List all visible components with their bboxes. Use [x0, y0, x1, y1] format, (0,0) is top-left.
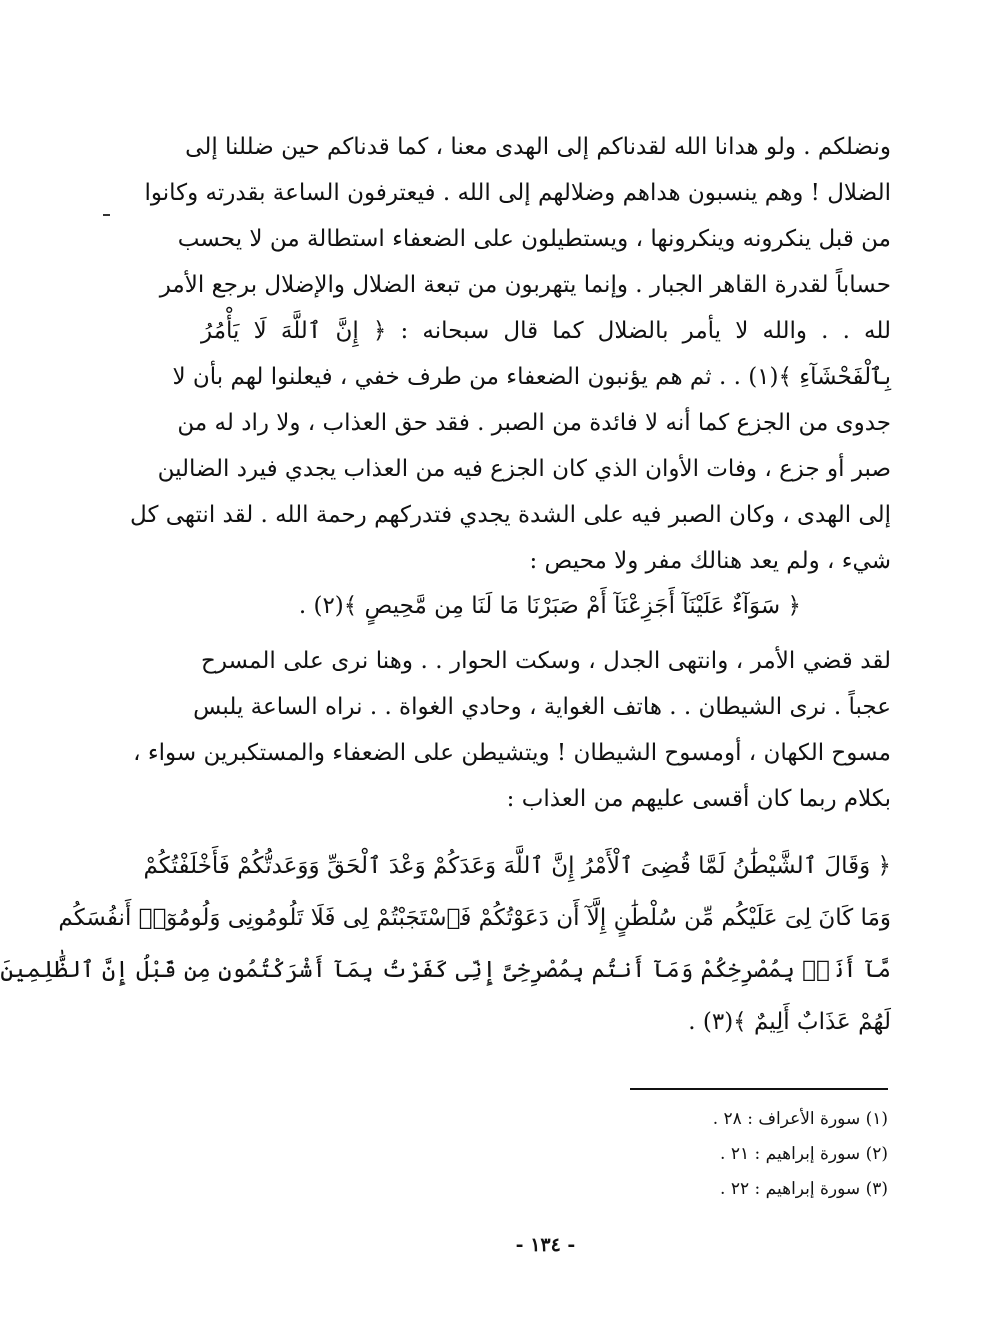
- text-line: جدوى من الجزع كما أنه لا فائدة من الصبر . فقد حق العذاب ، ولا راد له من: [177, 410, 891, 436]
- footnote-divider: [630, 1088, 888, 1090]
- footnote-2: (٢) سورة إبراهيم : ٢١ .: [720, 1144, 888, 1164]
- text-line: لقد قضي الأمر ، وانتهى الجدل ، وسكت الحوار . . وهنا نرى على المسرح: [201, 648, 891, 674]
- footnote-3: (٣) سورة إبراهيم : ٢٢ .: [720, 1179, 888, 1199]
- text-line: مسوح الكهان ، أومسوح الشيطان ! ويتشيطن على الضعفاء والمستكبرين سواء ،: [133, 740, 891, 766]
- verse-line: ﴿ وَقَالَ ٱلشَّيْطَٰنُ لَمَّا قُضِىَ ٱلْأَمْرُ إِنَّ ٱللَّهَ وَعَدَكُمْ وَعْدَ ٱلْحَقِّ وَوَعَدتُّكُمْ فَأَخْلَفْتُكُمْ: [143, 853, 891, 879]
- paragraph-1: [130, 124, 891, 584]
- main-text: [0, 124, 891, 1048]
- quran-verse-1: ﴿ سَوَآءٌ عَلَيْنَآ أَجَزِعْنَآ أَمْ صَبَرْنَا مَا لَنَا مِن مَّحِيصٍ ﴾(٢) .: [298, 593, 801, 619]
- text-line: ونضلكم . ولو هدانا الله لقدناكم إلى الهدى معنا ، كما قدناكم حين ضللنا إلى: [185, 134, 891, 160]
- text-line: لله . . والله لا يأمر بالضلال كما قال سبحانه : ﴿ إِنَّ ٱللَّهَ لَا يَأْمُرُ: [201, 318, 891, 344]
- scan-edge-mark: [103, 214, 110, 216]
- text-line: شيء ، ولم يعد هنالك مفر ولا محيص :: [529, 548, 891, 574]
- text-line: الضلال ! وهم ينسبون هداهم وضلالهم إلى الله . فيعترفون الساعة بقدرته وكانوا: [144, 180, 891, 206]
- text-line: عجباً . نرى الشيطان . . هاتف الغواية ، وحادي الغواة . . نراه الساعة يلبس: [193, 694, 891, 720]
- text-line: من قبل ينكرونه وينكرونها ، ويستطيلون على الضعفاء استطالة من لا يحسب: [177, 226, 891, 252]
- text-line: إلى الهدى ، وكان الصبر فيه على الشدة يجدي فتدركهم رحمة الله . لقد انتهى كل: [130, 502, 891, 528]
- quran-verse-2: [0, 840, 891, 1048]
- verse-line: لَهُمْ عَذَابٌ أَلِيمٌ ﴾(٣) .: [688, 1009, 891, 1035]
- footnote-1: (١) سورة الأعراف : ٢٨ .: [712, 1109, 888, 1129]
- footnotes: [488, 1102, 888, 1207]
- text-line: حساباً لقدرة القاهر الجبار . وإنما يتهربون من تبعة الضلال والإضلال برجع الأمر: [159, 272, 891, 298]
- verse-line: مَّآ أَنَا۠ بِمُصْرِخِكُمْ وَمَآ أَنتُم بِمُصْرِخِىَّ إِنِّى كَفَرْتُ بِمَآ أَشْرَكْتُمُونِ مِن قَبْلُ إِنَّ ٱلظَّٰلِمِينَ: [0, 957, 891, 983]
- page-number: - ١٣٤ -: [515, 1234, 576, 1256]
- text-line: بكلام ربما كان أقسى عليهم من العذاب :: [506, 786, 891, 812]
- verse-line: وَمَا كَانَ لِىَ عَلَيْكُم مِّن سُلْطَٰنٍ إِلَّآ أَن دَعَوْتُكُمْ فَٱسْتَجَبْتُمْ لِى فَلَا تَلُومُونِى وَلُومُوٓا۟ أَنفُسَكُم: [58, 905, 891, 931]
- text-line: بِٱلْفَحْشَآءِ ﴾(١) . . ثم هم يؤنبون الضعفاء من طرف خفي ، فيعلنوا لهم بأن لا: [172, 364, 891, 390]
- text-line: صبر أو جزع ، وفات الأوان الذي كان الجزع فيه من العذاب يجدي فيرد الضالين: [157, 456, 891, 482]
- paragraph-2: [133, 638, 891, 822]
